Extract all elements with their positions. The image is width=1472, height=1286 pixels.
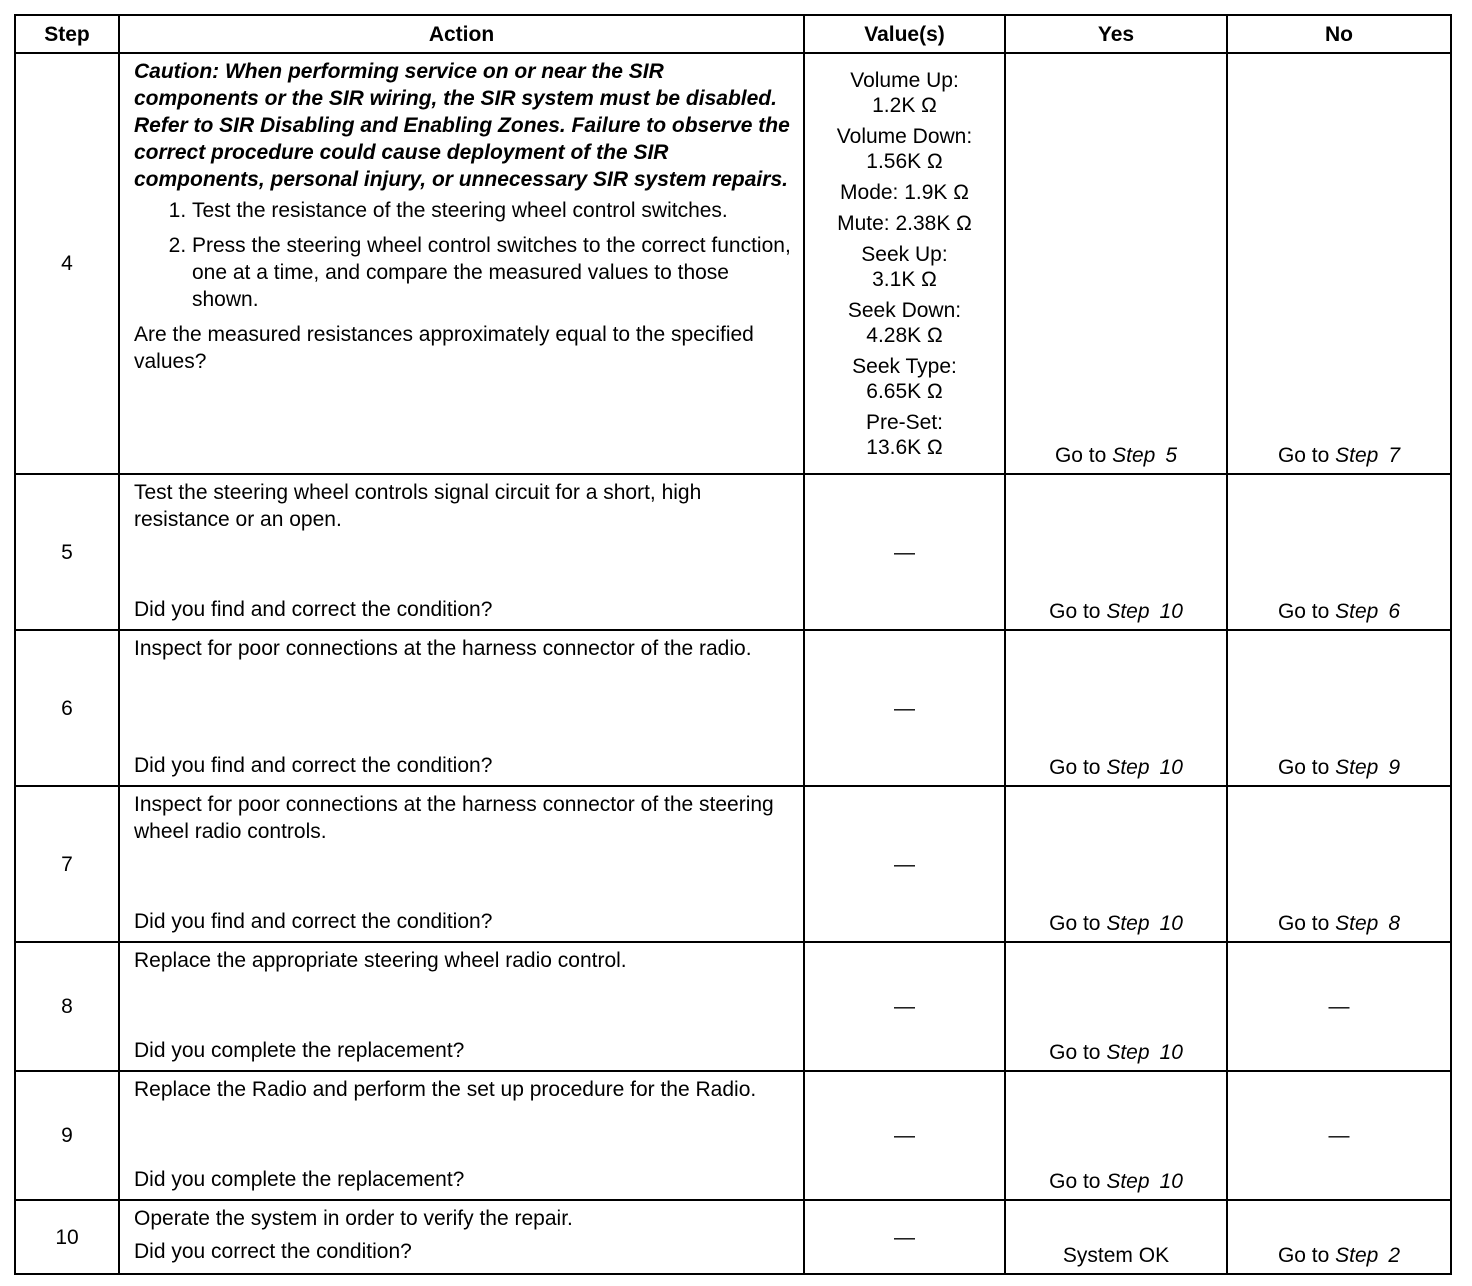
step-number: 7 bbox=[15, 786, 119, 942]
value-item: Volume Down: 1.56K Ω bbox=[836, 124, 973, 173]
action-cell bbox=[119, 1200, 804, 1274]
header-row bbox=[15, 15, 1451, 53]
action-text: Operate the system in order to verify the repair. bbox=[134, 1207, 573, 1230]
value-cell: — bbox=[804, 942, 1005, 1071]
no-cell: Go to Step 9 bbox=[1227, 630, 1451, 786]
step-number: 4 bbox=[15, 53, 119, 474]
value-cell: — bbox=[804, 1200, 1005, 1274]
instruction-item: 1. Test the resistance of the steering wheel control switches. bbox=[192, 197, 791, 224]
no-cell: Go to Step 8 bbox=[1227, 786, 1451, 942]
yes-cell: Go to Step 10 bbox=[1005, 474, 1227, 630]
value-item: Mode: 1.9K Ω bbox=[840, 180, 969, 204]
header-yes: Yes bbox=[1005, 15, 1227, 53]
yes-cell: Go to Step 5 bbox=[1005, 53, 1227, 474]
action-text: Inspect for poor connections at the harness connector of the steering wheel radio controls. bbox=[134, 793, 774, 843]
value-cell: — bbox=[804, 1071, 1005, 1200]
table-row bbox=[15, 474, 1451, 630]
value-item: Seek Down: 4.28K Ω bbox=[847, 298, 962, 347]
caution-text: Caution: When performing service on or near the SIR components or the SIR wiring, the SIR system must be disabled. Refer to SIR Disabling and Enabling Zones. Failure to observe the correct procedure could cause deployment of the SIR components, personal injury, or unnecessary SIR system repairs. bbox=[134, 60, 790, 191]
step-number: 9 bbox=[15, 1071, 119, 1200]
action-text: Inspect for poor connections at the harness connector of the radio. bbox=[134, 637, 752, 660]
value-item: Seek Up: 3.1K Ω bbox=[861, 242, 948, 291]
step-number: 5 bbox=[15, 474, 119, 630]
step-number: 8 bbox=[15, 942, 119, 1071]
value-item: Seek Type: 6.65K Ω bbox=[852, 354, 957, 403]
question-text: Did you find and correct the condition? bbox=[134, 754, 493, 777]
table-row bbox=[15, 53, 1451, 474]
question-text: Are the measured resistances approximately equal to the specified values? bbox=[134, 323, 754, 373]
action-text: Test the steering wheel controls signal circuit for a short, high resistance or an open. bbox=[134, 481, 702, 531]
values-cell bbox=[804, 53, 1005, 474]
no-cell: — bbox=[1227, 1071, 1451, 1200]
table-row bbox=[15, 1071, 1451, 1200]
table-row bbox=[15, 942, 1451, 1071]
question-text: Did you find and correct the condition? bbox=[134, 598, 493, 621]
yes-cell: Go to Step 10 bbox=[1005, 1071, 1227, 1200]
value-cell: — bbox=[804, 474, 1005, 630]
yes-cell: System OK bbox=[1005, 1200, 1227, 1274]
no-cell: Go to Step 6 bbox=[1227, 474, 1451, 630]
yes-cell: Go to Step 10 bbox=[1005, 942, 1227, 1071]
value-item: Mute: 2.38K Ω bbox=[837, 211, 972, 235]
action-cell bbox=[119, 786, 804, 942]
value-cell: — bbox=[804, 630, 1005, 786]
instruction-item: 2. Press the steering wheel control switches to the correct function, one at a time, and compare the measured values to those shown. bbox=[192, 232, 791, 313]
header-step: Step bbox=[15, 15, 119, 53]
question-text: Did you correct the condition? bbox=[134, 1240, 412, 1263]
action-cell bbox=[119, 474, 804, 630]
table-row bbox=[15, 630, 1451, 786]
action-cell bbox=[119, 942, 804, 1071]
question-text: Did you find and correct the condition? bbox=[134, 910, 493, 933]
table-row bbox=[15, 786, 1451, 942]
value-cell: — bbox=[804, 786, 1005, 942]
value-item: Volume Up: 1.2K Ω bbox=[850, 68, 959, 117]
action-cell bbox=[119, 1071, 804, 1200]
step-number: 10 bbox=[15, 1200, 119, 1274]
table-row bbox=[15, 1200, 1451, 1274]
question-text: Did you complete the replacement? bbox=[134, 1168, 465, 1191]
action-text: Replace the Radio and perform the set up procedure for the Radio. bbox=[134, 1078, 757, 1101]
no-cell: Go to Step 7 bbox=[1227, 53, 1451, 474]
diagnostic-table bbox=[14, 14, 1452, 1275]
yes-cell: Go to Step 10 bbox=[1005, 786, 1227, 942]
value-item: Pre-Set: 13.6K Ω bbox=[865, 410, 944, 459]
no-cell: — bbox=[1227, 942, 1451, 1071]
header-action: Action bbox=[119, 15, 804, 53]
question-text: Did you complete the replacement? bbox=[134, 1039, 465, 1062]
action-cell bbox=[119, 630, 804, 786]
no-cell: Go to Step 2 bbox=[1227, 1200, 1451, 1274]
action-cell bbox=[119, 53, 804, 474]
header-values: Value(s) bbox=[804, 15, 1005, 53]
instruction-list bbox=[134, 197, 791, 313]
step-number: 6 bbox=[15, 630, 119, 786]
header-no: No bbox=[1227, 15, 1451, 53]
yes-cell: Go to Step 10 bbox=[1005, 630, 1227, 786]
action-text: Replace the appropriate steering wheel radio control. bbox=[134, 949, 627, 972]
